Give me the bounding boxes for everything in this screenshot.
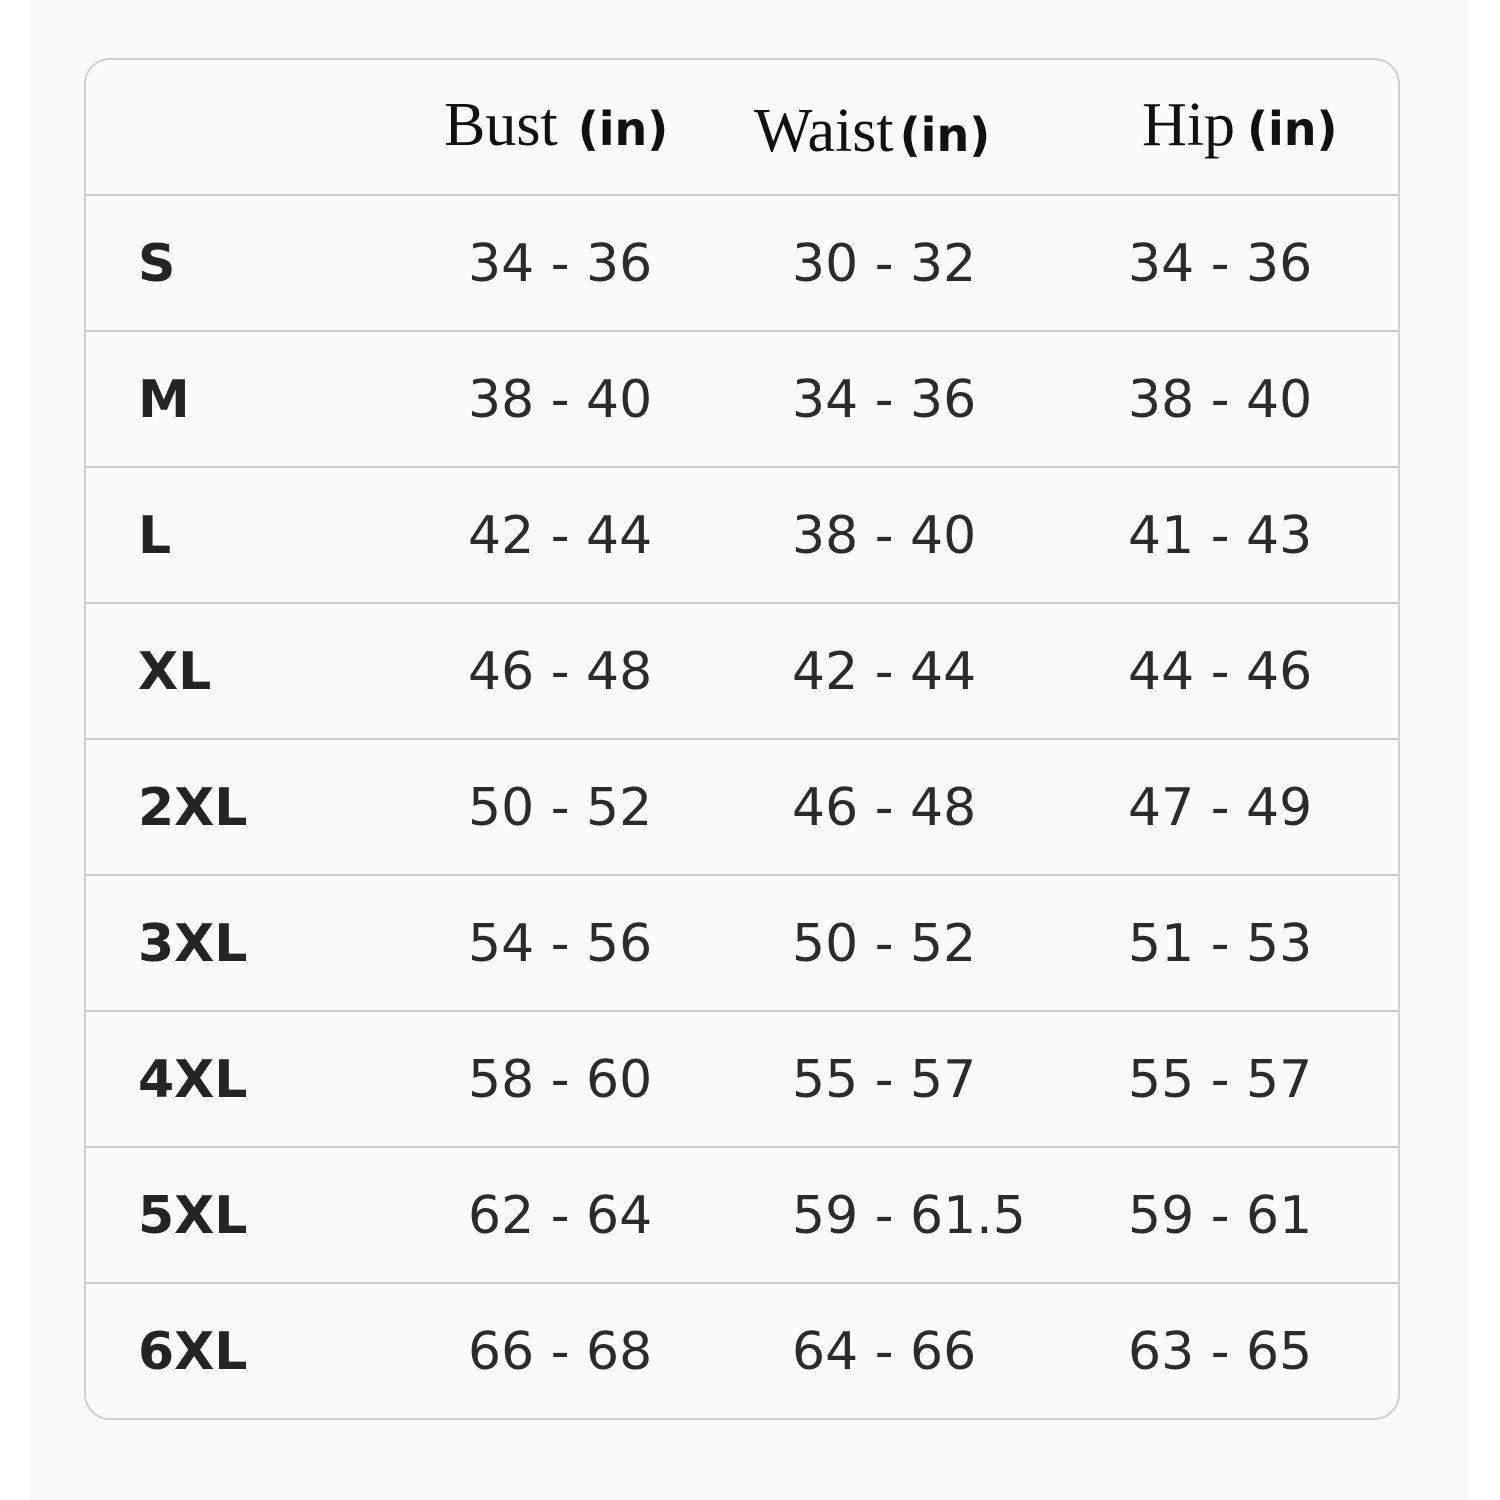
size-label: XL <box>138 642 212 702</box>
hip-value: 34 - 36 <box>1128 234 1313 294</box>
hip-column-header <box>1142 90 1338 161</box>
size-label: M <box>138 370 190 430</box>
size-label: 6XL <box>138 1322 248 1382</box>
table-row <box>86 1284 1398 1420</box>
table-row <box>86 604 1398 740</box>
waist-column-header <box>754 96 990 167</box>
waist-value: 38 - 40 <box>792 506 977 566</box>
bust-value: 42 - 44 <box>468 506 653 566</box>
header-label: Waist <box>754 97 894 165</box>
waist-value: 42 - 44 <box>792 642 977 702</box>
table-header-row <box>86 60 1398 196</box>
table-row <box>86 740 1398 876</box>
size-label: 2XL <box>138 778 248 838</box>
waist-value: 55 - 57 <box>792 1050 977 1110</box>
header-unit: (in) <box>899 108 991 162</box>
waist-value: 30 - 32 <box>792 234 977 294</box>
size-label: L <box>138 506 172 566</box>
size-label: 4XL <box>138 1050 248 1110</box>
table-row <box>86 1148 1398 1284</box>
header-unit: (in) <box>577 102 669 156</box>
hip-value: 38 - 40 <box>1128 370 1313 430</box>
bust-value: 54 - 56 <box>468 914 653 974</box>
size-chart-table <box>84 58 1400 1420</box>
waist-value: 50 - 52 <box>792 914 977 974</box>
hip-value: 44 - 46 <box>1128 642 1313 702</box>
header-label: Hip <box>1142 91 1235 159</box>
bust-value: 34 - 36 <box>468 234 653 294</box>
waist-value: 64 - 66 <box>792 1322 977 1382</box>
hip-value: 63 - 65 <box>1128 1322 1313 1382</box>
hip-value: 59 - 61 <box>1128 1186 1313 1246</box>
bust-value: 62 - 64 <box>468 1186 653 1246</box>
hip-value: 47 - 49 <box>1128 778 1313 838</box>
bust-value: 46 - 48 <box>468 642 653 702</box>
header-unit: (in) <box>1247 102 1338 156</box>
table-row <box>86 196 1398 332</box>
waist-value: 46 - 48 <box>792 778 977 838</box>
size-label: S <box>138 234 176 294</box>
table-row <box>86 1012 1398 1148</box>
bust-value: 38 - 40 <box>468 370 653 430</box>
table-row <box>86 468 1398 604</box>
waist-value: 59 - 61.5 <box>792 1186 1026 1246</box>
hip-value: 41 - 43 <box>1128 506 1313 566</box>
bust-value: 66 - 68 <box>468 1322 653 1382</box>
table-row <box>86 876 1398 1012</box>
hip-value: 55 - 57 <box>1128 1050 1313 1110</box>
size-label: 3XL <box>138 914 248 974</box>
bust-value: 58 - 60 <box>468 1050 653 1110</box>
size-label: 5XL <box>138 1186 248 1246</box>
bust-column-header <box>444 90 668 161</box>
bust-value: 50 - 52 <box>468 778 653 838</box>
hip-value: 51 - 53 <box>1128 914 1313 974</box>
table-row <box>86 332 1398 468</box>
waist-value: 34 - 36 <box>792 370 977 430</box>
header-label: Bust <box>444 91 558 159</box>
